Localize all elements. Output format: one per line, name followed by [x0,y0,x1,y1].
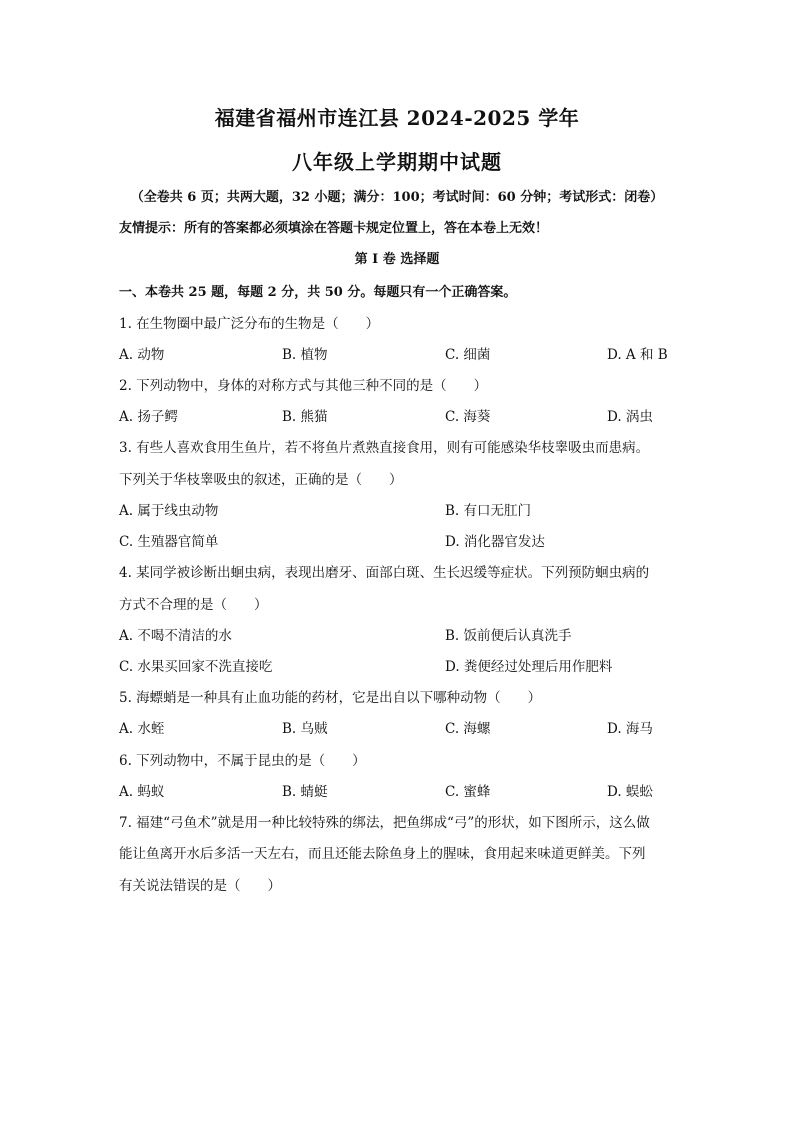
exam-title-line2: 八年级上学期期中试题 [292,150,502,174]
section-title: 第 I 卷 选择题 [354,252,440,267]
question-5-option-d: D. 海马 [607,721,653,737]
question-4-option-d: D. 粪便经过处理后用作肥料 [445,659,613,675]
question-6-option-b: B. 蜻蜓 [282,784,328,800]
part-instruction: 一、本卷共 25 题，每题 2 分，共 50 分。每题只有一个正确答案。 [119,285,517,300]
question-3-option-a: A. 属于线虫动物 [119,503,219,519]
question-3-option-b: B. 有口无肛门 [445,503,532,519]
question-7-stem-line2: 能让鱼离开水后多活一天左右，而且还能去除鱼身上的腥味，食用起来味道更鲜美。下列 [119,846,646,862]
question-4-stem-line2: 方式不合理的是（ ） [119,597,268,613]
question-3-stem-line2: 下列关于华枝睾吸虫的叙述，正确的是（ ） [119,472,403,488]
question-7-stem-line1: 7. 福建“弓鱼术”就是用一种比较特殊的绑法，把鱼绑成“弓”的形状，如下图所示，这么做 [119,815,650,831]
question-3-stem-line1: 3. 有些人喜欢食用生鱼片，若不将鱼片煮熟直接食用，则有可能感染华枝睾吸虫而患病。 [119,440,650,456]
question-3-option-c: C. 生殖器官简单 [119,534,219,550]
question-6-option-d: D. 蜈蚣 [607,784,653,800]
question-4-option-c: C. 水果买回家不洗直接吃 [119,659,273,675]
question-1-stem: 1. 在生物圈中最广泛分布的生物是（ ） [119,316,380,332]
question-5-stem: 5. 海螵蛸是一种具有止血功能的药材，它是出自以下哪种动物（ ） [119,690,542,706]
question-2-option-d: D. 涡虫 [607,409,653,425]
exam-tip: 友情提示：所有的答案都必须填涂在答题卡规定位置上，答在本卷上无效！ [119,221,549,236]
question-7-stem-line3: 有关说法错误的是（ ） [119,878,281,894]
exam-title-line1: 福建省福州市连江县 2024-2025 学年 [214,106,580,130]
exam-info: （全卷共 6 页；共两大题，32 小题；满分：100；考试时间：60 分钟；考试形式：闭卷） [130,190,664,205]
question-6-option-a: A. 蚂蚁 [119,784,165,800]
question-2-option-c: C. 海葵 [445,409,491,425]
question-2-stem: 2. 下列动物中，身体的对称方式与其他三种不同的是（ ） [119,378,488,394]
question-1-option-b: B. 植物 [282,347,328,363]
question-5-option-a: A. 水蛭 [119,721,165,737]
question-6-stem: 6. 下列动物中，不属于昆虫的是（ ） [119,753,366,769]
question-2-option-b: B. 熊猫 [282,409,328,425]
question-4-option-a: A. 不喝不清洁的水 [119,628,232,644]
question-1-option-a: A. 动物 [119,347,165,363]
question-5-option-c: C. 海螺 [445,721,491,737]
question-2-option-a: A. 扬子鳄 [119,409,178,425]
question-1-option-d: D. A 和 B [607,347,668,363]
question-6-option-c: C. 蜜蜂 [445,784,491,800]
question-4-stem-line1: 4. 某同学被诊断出蛔虫病，表现出磨牙、面部白斑、生长迟缓等症状。下列预防蛔虫病的 [119,565,650,581]
question-1-option-c: C. 细菌 [445,347,491,363]
question-5-option-b: B. 乌贼 [282,721,328,737]
question-3-option-d: D. 消化器官发达 [445,534,545,550]
question-4-option-b: B. 饭前便后认真洗手 [445,628,572,644]
